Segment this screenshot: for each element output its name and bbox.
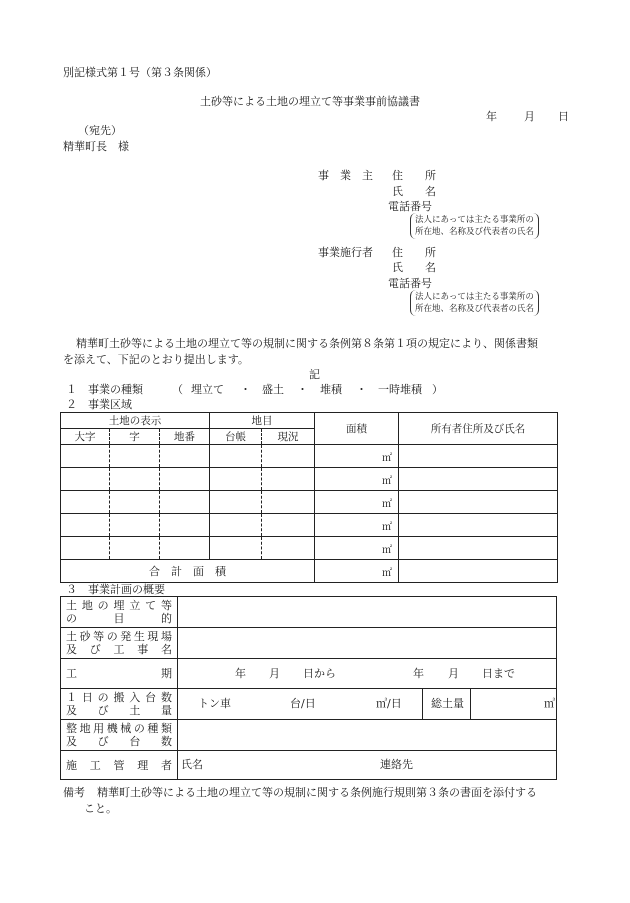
total-soil-unit: ㎥	[544, 697, 555, 710]
aza-cell[interactable]	[110, 468, 160, 491]
source-label-line2: 及 び 工 事 名	[66, 643, 172, 656]
genkyo-cell[interactable]	[262, 445, 315, 468]
oaza-header: 大字	[61, 429, 110, 445]
period-start-day: 日から	[303, 666, 336, 680]
item1-label: １ 事業の種類	[66, 383, 143, 396]
genkyo-cell[interactable]	[262, 491, 315, 514]
chiban-cell[interactable]	[160, 468, 210, 491]
option-sep-2: ・	[297, 383, 308, 396]
daicho-cell[interactable]	[210, 514, 262, 537]
contractor-corporate-note	[410, 290, 539, 316]
m3-per-day-label: ㎥/日	[376, 697, 402, 710]
applicant-note-line1: 法人にあっては主たる事業所の	[415, 215, 534, 225]
addressee-prefix: （宛先）	[78, 124, 122, 137]
body-line1: 精華町土砂等による土地の埋立て等の規制に関する条例第８条第１項の規定により、関係書類	[76, 337, 538, 350]
contractor-name-label: 氏 名	[392, 261, 436, 274]
daily-label-line1: １ 日 の 搬 入 台 数	[66, 691, 172, 704]
area-header: 面積	[315, 413, 399, 445]
applicant-role: 事 業 主	[318, 169, 373, 182]
table-row	[61, 514, 558, 537]
period-end-month: 月	[448, 666, 459, 680]
date-year: 年	[486, 110, 497, 123]
table-row	[61, 537, 558, 560]
item1-open-paren: （	[172, 383, 183, 396]
period-end-day: 日まで	[482, 666, 515, 680]
total-row	[61, 560, 558, 583]
chimoku-header: 地目	[210, 413, 315, 429]
period-field[interactable]	[178, 659, 557, 689]
contractor-note-line1: 法人にあっては主たる事業所の	[415, 292, 534, 302]
aza-cell[interactable]	[110, 537, 160, 560]
truck-label: トン車	[198, 697, 231, 710]
chiban-cell[interactable]	[160, 514, 210, 537]
total-area-label: 合 計 面 積	[61, 560, 315, 583]
option-sep-1: ・	[240, 383, 251, 396]
total-owner-cell	[399, 560, 558, 583]
option-ichiji-taiseki: 一時堆積	[378, 383, 422, 396]
date-month: 月	[524, 110, 535, 123]
option-morido: 盛土	[262, 383, 284, 396]
divider	[422, 689, 423, 719]
contractor-note-line2: 所在地、名称及び代表者の氏名	[415, 304, 535, 314]
option-sep-3: ・	[356, 383, 367, 396]
daily-label	[61, 689, 178, 720]
applicant-address-label: 住 所	[392, 169, 436, 182]
applicant-name-label: 氏 名	[392, 185, 436, 198]
aza-cell[interactable]	[110, 491, 160, 514]
item2-label: ２ 事業区域	[66, 398, 132, 411]
oaza-cell[interactable]	[61, 514, 110, 537]
period-start-year: 年	[235, 666, 246, 680]
owner-cell[interactable]	[399, 491, 558, 514]
machine-label	[61, 720, 178, 751]
applicant-phone-label: 電話番号	[388, 200, 432, 213]
chiban-header: 地番	[160, 429, 210, 445]
oaza-cell[interactable]	[61, 468, 110, 491]
item1-close-paren: ）	[432, 383, 443, 396]
manager-name-label: 氏名	[181, 758, 203, 771]
machine-label-line2: 及 び 台 数	[66, 735, 172, 748]
manager-field[interactable]	[178, 751, 557, 780]
applicant-corporate-note	[410, 213, 539, 239]
daily-field	[178, 689, 557, 720]
manager-label: 施 工 管 理 者	[61, 751, 178, 780]
table-row	[61, 491, 558, 514]
area-cell[interactable]: ㎡	[315, 514, 399, 537]
contractor-role: 事業施行者	[318, 246, 373, 259]
period-start-month: 月	[269, 666, 280, 680]
genkyo-cell[interactable]	[262, 514, 315, 537]
land-display-header: 土地の表示	[61, 413, 210, 429]
genkyo-cell[interactable]	[262, 537, 315, 560]
owner-cell[interactable]	[399, 468, 558, 491]
form-number: 別記様式第１号（第３条関係）	[63, 66, 217, 79]
area-table	[60, 412, 558, 583]
body-line2: を添えて、下記のとおり提出します。	[63, 353, 249, 366]
machine-label-line1: 整 地 用 機 械 の 種 類	[66, 722, 172, 735]
owner-cell[interactable]	[399, 514, 558, 537]
chiban-cell[interactable]	[160, 491, 210, 514]
area-cell[interactable]: ㎡	[315, 445, 399, 468]
source-label-line1: 土 砂 等 の 発 生 現 場	[66, 630, 172, 643]
remarks-label: 備考	[63, 786, 85, 799]
period-end-year: 年	[413, 666, 424, 680]
option-umetate: 埋立て	[191, 383, 224, 396]
remarks-line1: 精華町土砂等による土地の埋立て等の規制に関する条例施行規則第３条の書面を添付する	[97, 786, 537, 799]
addressee: 精華町長 様	[63, 140, 129, 153]
source-field[interactable]	[178, 628, 557, 659]
per-day-label: 台/日	[290, 697, 316, 710]
chiban-cell[interactable]	[160, 445, 210, 468]
ki-heading: 記	[309, 368, 320, 381]
item3-label: ３ 事業計画の概要	[66, 583, 165, 596]
chiban-cell[interactable]	[160, 537, 210, 560]
owner-cell[interactable]	[399, 445, 558, 468]
total-soil-label: 総土量	[431, 697, 464, 710]
document-title: 土砂等による土地の埋立て等事業事前協議書	[200, 95, 420, 108]
genkyo-header: 現況	[262, 429, 315, 445]
area-cell[interactable]: ㎡	[315, 537, 399, 560]
divider	[470, 689, 471, 719]
daily-label-line2: 及 び 土 量	[66, 704, 172, 717]
oaza-cell[interactable]	[61, 491, 110, 514]
oaza-cell[interactable]	[61, 537, 110, 560]
contact-label: 連絡先	[380, 758, 413, 771]
option-taiseki: 堆積	[320, 383, 342, 396]
source-label	[61, 628, 178, 659]
applicant-note-line2: 所在地、名称及び代表者の氏名	[415, 227, 535, 237]
table-row	[61, 468, 558, 491]
purpose-label	[61, 597, 178, 628]
purpose-label-line1: 土 地 の 埋 立 て 等	[66, 599, 172, 612]
daicho-cell[interactable]	[210, 537, 262, 560]
daicho-header: 台帳	[210, 429, 262, 445]
plan-table	[60, 596, 557, 780]
area-cell[interactable]: ㎡	[315, 491, 399, 514]
machine-field[interactable]	[178, 720, 557, 751]
contractor-phone-label: 電話番号	[388, 277, 432, 290]
contractor-address-label: 住 所	[392, 246, 436, 259]
aza-header: 字	[110, 429, 160, 445]
owner-header: 所有者住所及び氏名	[399, 413, 558, 445]
remarks-line2: こと。	[84, 802, 117, 815]
aza-cell[interactable]	[110, 445, 160, 468]
table-row	[61, 445, 558, 468]
oaza-cell[interactable]	[61, 445, 110, 468]
genkyo-cell[interactable]	[262, 468, 315, 491]
area-cell[interactable]: ㎡	[315, 468, 399, 491]
date-day: 日	[558, 110, 569, 123]
total-area-cell[interactable]: ㎡	[315, 560, 399, 583]
daicho-cell[interactable]	[210, 468, 262, 491]
daicho-cell[interactable]	[210, 491, 262, 514]
purpose-label-line2: の 目 的	[66, 612, 172, 625]
owner-cell[interactable]	[399, 537, 558, 560]
aza-cell[interactable]	[110, 514, 160, 537]
purpose-field[interactable]	[178, 597, 557, 628]
period-label: 工 期	[61, 659, 178, 689]
daicho-cell[interactable]	[210, 445, 262, 468]
